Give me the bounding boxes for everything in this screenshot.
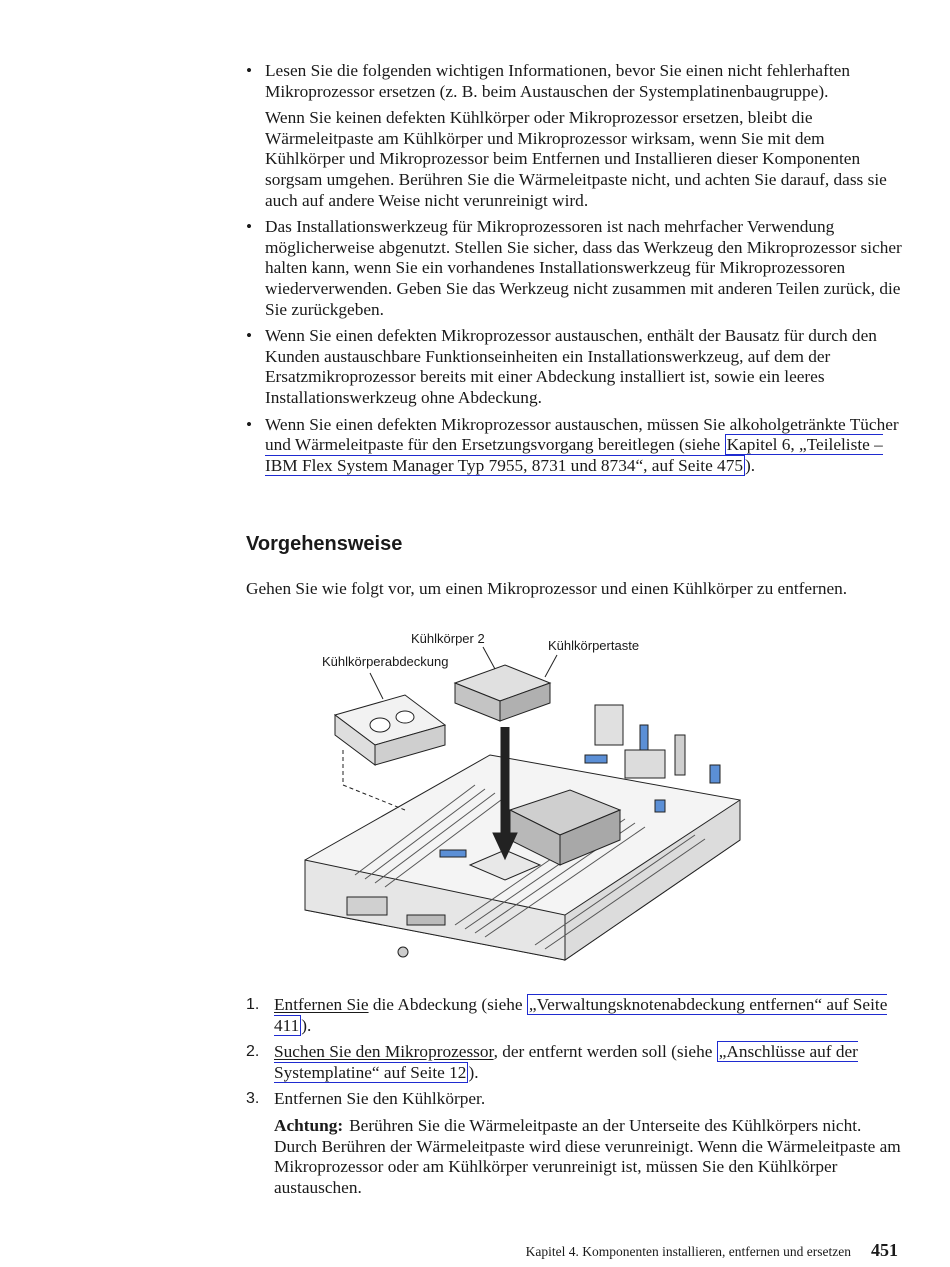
- notes-list: [246, 61, 902, 482]
- page-number: 451: [871, 1240, 898, 1260]
- step-lead: Entfernen Sie: [274, 995, 369, 1014]
- bullet-icon: •: [246, 61, 253, 80]
- attention-label: Achtung:: [274, 1115, 344, 1135]
- step-text-part: ).: [301, 1015, 312, 1035]
- step-text-part: , der entfernt werden soll (siehe: [493, 1042, 717, 1062]
- step-text-part: die Abdeckung (siehe: [368, 995, 527, 1014]
- page-footer: [476, 1240, 898, 1261]
- note-text: Wenn Sie einen defekten Mikroprozessor austauschen, müssen Sie alkoholgetränkte Tücher und Wärmeleitpaste für den Ersetzungsvorgang bereitlegen (siehe: [265, 414, 899, 455]
- note-item-4: [246, 415, 902, 477]
- heatsink-removal-illustration: [295, 625, 755, 985]
- note-item-2: [246, 217, 902, 320]
- attention-note: [274, 1116, 902, 1198]
- step-number: 1.: [246, 996, 260, 1013]
- step-number: 2.: [246, 1043, 260, 1061]
- heatsink-2-label: Kühlkörper 2: [411, 631, 485, 646]
- step-text: Entfernen Sie den Kühlkörper.: [274, 1089, 486, 1109]
- note-item-1: [246, 61, 902, 211]
- note-paragraph: Lesen Sie die folgenden wichtigen Informationen, bevor Sie einen nicht fehlerhaften Mikroprozessor ersetzen (z. B. beim Austauschen der Systemplatinenbaugruppe).: [265, 61, 850, 101]
- step-number: 3.: [246, 1090, 260, 1108]
- note-paragraph: [265, 415, 902, 477]
- remove-cover-link[interactable]: „Verwaltungsknotenabdeckung entfernen“ auf Seite 411: [274, 995, 888, 1035]
- step-text: [274, 995, 902, 1036]
- step-3: [246, 1089, 902, 1198]
- note-paragraph: Wenn Sie keinen defekten Kühlkörper oder Mikroprozessor ersetzen, bleibt die Wärmeleitpaste am Kühlkörper und Mikroprozessor wirksam, wenn Sie mit dem Kühlkörper und Mikroprozessor beim Entfernen und Installieren dieser Komponenten sorgsam umgehen. Berühren Sie die Wärmeleitpaste nicht, und achten Sie darauf, dass sie auch auf andere Weise nicht verunreinigt wird.: [265, 108, 887, 210]
- step-1: [246, 995, 902, 1036]
- note-paragraph: Das Installationswerkzeug für Mikroprozessoren ist nach mehrfacher Verwendung möglicherweise abgenutzt. Stellen Sie sicher, dass das Werkzeug den Mikroprozessor sicher halten kann, wenn Sie ein vorhandenes Installationswerkzeug für Mikroprozessoren wiederverwenden. Geben Sie das Werkzeug nicht zusammen mit anderen Teilen zurück, die Sie zurückgeben.: [265, 217, 902, 319]
- step-text: [274, 1042, 902, 1083]
- step-2: [246, 1042, 902, 1083]
- section-heading: Vorgehensweise: [246, 533, 403, 555]
- bullet-icon: •: [246, 414, 253, 434]
- intro-text: Gehen Sie wie folgt vor, um einen Mikroprozessor und einen Kühlkörper zu entfernen.: [246, 579, 848, 598]
- board-connectors-link[interactable]: „Anschlüsse auf der Systemplatine“ auf Seite 12: [274, 1042, 858, 1082]
- step-text-part: ).: [468, 1062, 479, 1082]
- procedure-steps: [246, 995, 902, 1204]
- step-lead: Suchen Sie den Mikroprozessor: [274, 1042, 494, 1062]
- bullet-icon: •: [246, 217, 253, 237]
- illustration-drawing: [295, 625, 755, 985]
- note-item-3: [246, 326, 902, 408]
- note-paragraph: Wenn Sie einen defekten Mikroprozessor austauschen, enthält der Bausatz für durch den Kunden austauschbare Funktionseinheiten ein Installationswerkzeug, auf dem der Ersatzmikroprozessor bereits mit einer Abdeckung installiert ist, sowie ein leeres Installationswerkzeug ohne Abdeckung.: [265, 326, 877, 407]
- heatsink-cover-label: Kühlkörperabdeckung: [322, 654, 449, 669]
- attention-text: Berühren Sie die Wärmeleitpaste an der Unterseite des Kühlkörpers nicht. Durch Berühren der Wärmeleitpaste wird diese verunreinigt. Wenn die Wärmeleitpaste am Mikroprozessor oder am Kühlkörper verunreinigt ist, müssen Sie den Kühlkörper austauschen.: [274, 1115, 901, 1197]
- parts-list-link[interactable]: Kapitel 6, „Teileliste – IBM Flex System Manager Typ 7955, 8731 und 8734“, auf Seite 475: [265, 435, 883, 475]
- bullet-icon: •: [246, 326, 253, 346]
- footer-chapter: Kapitel 4. Komponenten installieren, entfernen und ersetzen: [525, 1244, 851, 1259]
- heatsink-button-label: Kühlkörpertaste: [548, 638, 640, 653]
- note-text: ).: [744, 455, 756, 475]
